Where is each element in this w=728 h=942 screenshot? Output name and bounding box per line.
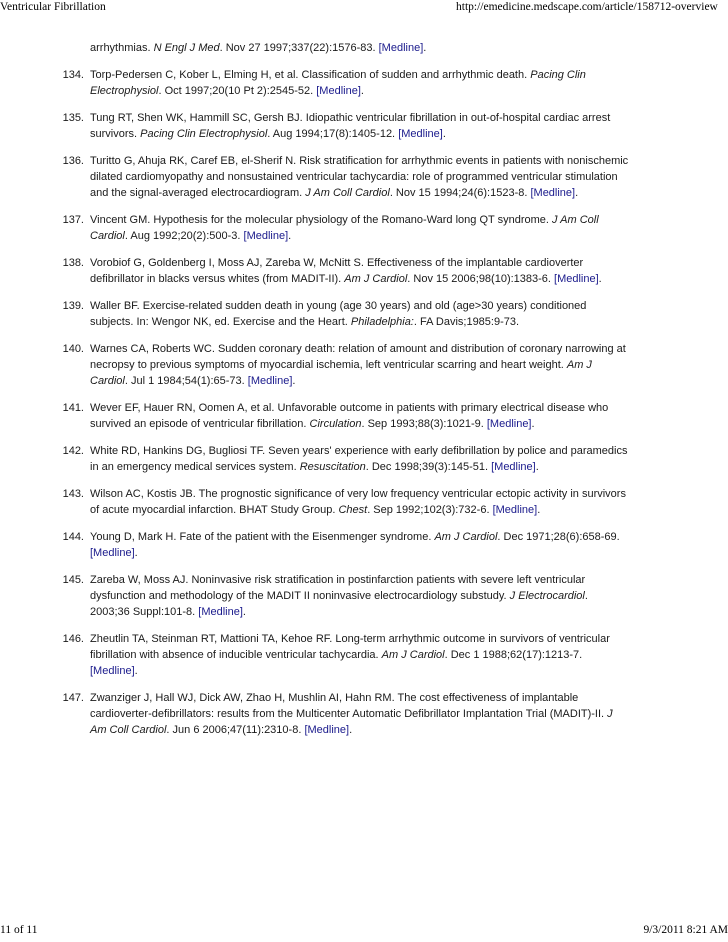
journal-name: Circulation <box>309 418 362 430</box>
reference-number: 140. <box>62 343 84 355</box>
journal-name: Resuscitation <box>299 461 366 473</box>
reference-details: . Dec 1 1988;62(17):1213-7. <box>444 649 583 661</box>
reference-end: . <box>349 724 353 736</box>
reference-citation: Wever EF, Hauer RN, Oomen A, et al. Unfavorable outcome in patients with primary electrical disease who survived an episode of ventricular fibrillation. <box>90 402 609 430</box>
journal-name: J Am Coll Cardiol <box>305 187 390 199</box>
journal-name: Am J Cardiol <box>344 273 408 285</box>
reference-end: . <box>598 273 602 285</box>
reference-details: . Nov 15 1994;24(6):1523-8. <box>389 187 531 199</box>
medline-link[interactable]: [Medline] <box>486 418 532 430</box>
reference-item <box>0 400 728 432</box>
reference-details: . Sep 1992;102(3):732-6. <box>367 504 493 516</box>
reference-number: 138. <box>62 257 84 269</box>
medline-link[interactable]: [Medline] <box>554 273 599 285</box>
reference-number: 142. <box>62 445 84 457</box>
medline-link[interactable]: [Medline] <box>247 375 293 387</box>
medline-link[interactable]: [Medline] <box>198 606 243 618</box>
reference-details: . Oct 1997;20(10 Pt 2):2545-52. <box>158 85 317 97</box>
reference-item <box>0 690 728 738</box>
reference-details: . Nov 15 2006;98(10):1383-6. <box>407 273 555 285</box>
reference-number: 147. <box>62 692 84 704</box>
reference-item <box>0 255 728 287</box>
reference-number: 139. <box>62 300 84 312</box>
reference-item <box>0 212 728 244</box>
reference-number: 143. <box>62 488 84 500</box>
reference-number: 136. <box>62 155 84 167</box>
journal-name: Am J Cardiol <box>434 531 498 543</box>
reference-details: . Nov 27 1997;337(22):1576-83. <box>219 42 379 54</box>
reference-list <box>0 40 728 749</box>
reference-citation: Wilson AC, Kostis JB. The prognostic significance of very low frequency ventricular ectopic activity in survivors of acute myocardial infarction. BHAT Study Group. <box>90 488 626 516</box>
journal-name: Am J Cardiol <box>90 359 592 387</box>
reference-number: 146. <box>62 633 84 645</box>
reference-item <box>0 529 728 561</box>
journal-name: J Am Coll Cardiol <box>90 708 613 736</box>
reference-citation: Young D, Mark H. Fate of the patient with the Eisenmenger syndrome. <box>90 531 435 543</box>
reference-item <box>0 631 728 679</box>
reference-citation: Warnes CA, Roberts WC. Sudden coronary death: relation of amount and distribution of coronary narrowing at necropsy to previous symptoms of myocardial ischemia, left ventricular scarring and heart weight. <box>90 343 626 371</box>
reference-details: . Aug 1992;20(2):500-3. <box>124 230 244 242</box>
reference-number: 135. <box>62 112 84 124</box>
print-header <box>0 1 728 17</box>
medline-link[interactable]: [Medline] <box>491 461 536 473</box>
reference-end: . <box>575 187 579 199</box>
medline-link[interactable]: [Medline] <box>398 128 443 140</box>
medline-link[interactable]: [Medline] <box>378 42 424 54</box>
medline-link[interactable]: [Medline] <box>304 724 350 736</box>
journal-name: N Engl J Med <box>153 42 220 54</box>
medline-link[interactable]: [Medline] <box>492 504 538 516</box>
medline-link[interactable]: [Medline] <box>90 547 135 559</box>
medline-link[interactable]: [Medline] <box>243 230 289 242</box>
reference-citation: Tung RT, Shen WK, Hammill SC, Gersh BJ. Idiopathic ventricular fibrillation in out-of-hospital cardiac arrest survivors. <box>90 112 611 140</box>
reference-end: . <box>531 418 535 430</box>
journal-name: Chest <box>338 504 368 516</box>
reference-end: . <box>134 547 138 559</box>
medline-link[interactable]: [Medline] <box>90 665 135 677</box>
journal-name: Pacing Clin Electrophysiol <box>90 69 586 97</box>
medline-link[interactable]: [Medline] <box>316 85 361 97</box>
reference-item <box>0 110 728 142</box>
reference-citation: Zwanziger J, Hall WJ, Dick AW, Zhao H, Mushlin AI, Hahn RM. The cost effectiveness of implantable cardioverter-defibrillators: results from the Multicenter Automatic Defibrillator Implantation Trial (MADIT)-II. <box>90 692 608 720</box>
page-counter: 11 of 11 <box>0 924 38 936</box>
reference-item <box>0 67 728 99</box>
journal-name: Philadelphia: <box>350 316 414 328</box>
reference-end: . <box>535 461 539 473</box>
page-title: Ventricular Fibrillation <box>0 1 106 13</box>
journal-name: Am J Cardiol <box>381 649 445 661</box>
journal-name: Pacing Clin Electrophysiol <box>140 128 268 140</box>
reference-citation: arrhythmias. <box>90 42 154 54</box>
reference-citation: Turitto G, Ahuja RK, Caref EB, el-Sherif N. Risk stratification for arrhythmic events in patients with nonischemic dilated cardiomyopathy and nonsustained ventricular tachycardia: role of programmed ventricular stimulation and the signal-averaged electrocardiogram. <box>90 155 629 199</box>
reference-citation: Vincent GM. Hypothesis for the molecular physiology of the Romano-Ward long QT syndrome. <box>90 214 553 226</box>
reference-end: . <box>360 85 364 97</box>
reference-item <box>0 341 728 389</box>
journal-name: J Electrocardiol <box>509 590 585 602</box>
medline-link[interactable]: [Medline] <box>530 187 576 199</box>
reference-citation: Torp-Pedersen C, Kober L, Elming H, et al. Classification of sudden and arrhythmic death. <box>90 69 531 81</box>
reference-end: . <box>423 42 427 54</box>
reference-citation: Zareba W, Moss AJ. Noninvasive risk stratification in postinfarction patients with severe left ventricular dysfunction and methodology of the MADIT II noninvasive electrocardiology substudy. <box>90 574 586 602</box>
reference-end: . <box>292 375 296 387</box>
reference-item <box>0 572 728 620</box>
print-footer <box>0 924 728 940</box>
reference-citation: Vorobiof G, Goldenberg I, Moss AJ, Zareba W, McNitt S. Effectiveness of the implantable cardioverter defibrillator in blacks versus whites (from MADIT-II). <box>90 257 584 285</box>
reference-number: 144. <box>62 531 84 543</box>
reference-item <box>0 486 728 518</box>
reference-details: . Jul 1 1984;54(1):65-73. <box>124 375 248 387</box>
reference-citation: White RD, Hankins DG, Bugliosi TF. Seven years' experience with early defibrillation by police and paramedics in an emergency medical services system. <box>90 445 628 473</box>
reference-end: . <box>134 665 138 677</box>
reference-details: . FA Davis;1985:9-73. <box>413 316 520 328</box>
reference-details: . Dec 1998;39(3):145-51. <box>365 461 492 473</box>
print-datetime: 9/3/2011 8:21 AM <box>643 924 728 936</box>
reference-details: . Jun 6 2006;47(11):2310-8. <box>166 724 305 736</box>
reference-details: . Dec 1971;28(6):658-69. <box>497 531 620 543</box>
reference-item <box>0 153 728 201</box>
reference-item <box>0 443 728 475</box>
reference-details: . Sep 1993;88(3):1021-9. <box>361 418 487 430</box>
reference-end: . <box>288 230 292 242</box>
reference-details: . 2003;36 Suppl:101-8. <box>90 590 588 618</box>
reference-citation: Waller BF. Exercise-related sudden death in young (age 30 years) and old (age>30 years) conditioned subjects. In: Wengor NK, ed. Exercise and the Heart. <box>90 300 587 328</box>
reference-number: 145. <box>62 574 84 586</box>
reference-end: . <box>242 606 246 618</box>
journal-name: J Am Coll Cardiol <box>90 214 599 242</box>
reference-details: . Aug 1994;17(8):1405-12. <box>267 128 399 140</box>
reference-number: 137. <box>62 214 84 226</box>
reference-number: 141. <box>62 402 84 414</box>
reference-item <box>0 40 728 56</box>
page-url: http://emedicine.medscape.com/article/158712-overview <box>456 1 718 13</box>
reference-citation: Zheutlin TA, Steinman RT, Mattioni TA, Kehoe RF. Long-term arrhythmic outcome in survivors of ventricular fibrillation with absence of inducible ventricular tachycardia. <box>90 633 610 661</box>
reference-end: . <box>537 504 541 516</box>
reference-end: . <box>442 128 446 140</box>
reference-item <box>0 298 728 330</box>
reference-number: 134. <box>62 69 84 81</box>
